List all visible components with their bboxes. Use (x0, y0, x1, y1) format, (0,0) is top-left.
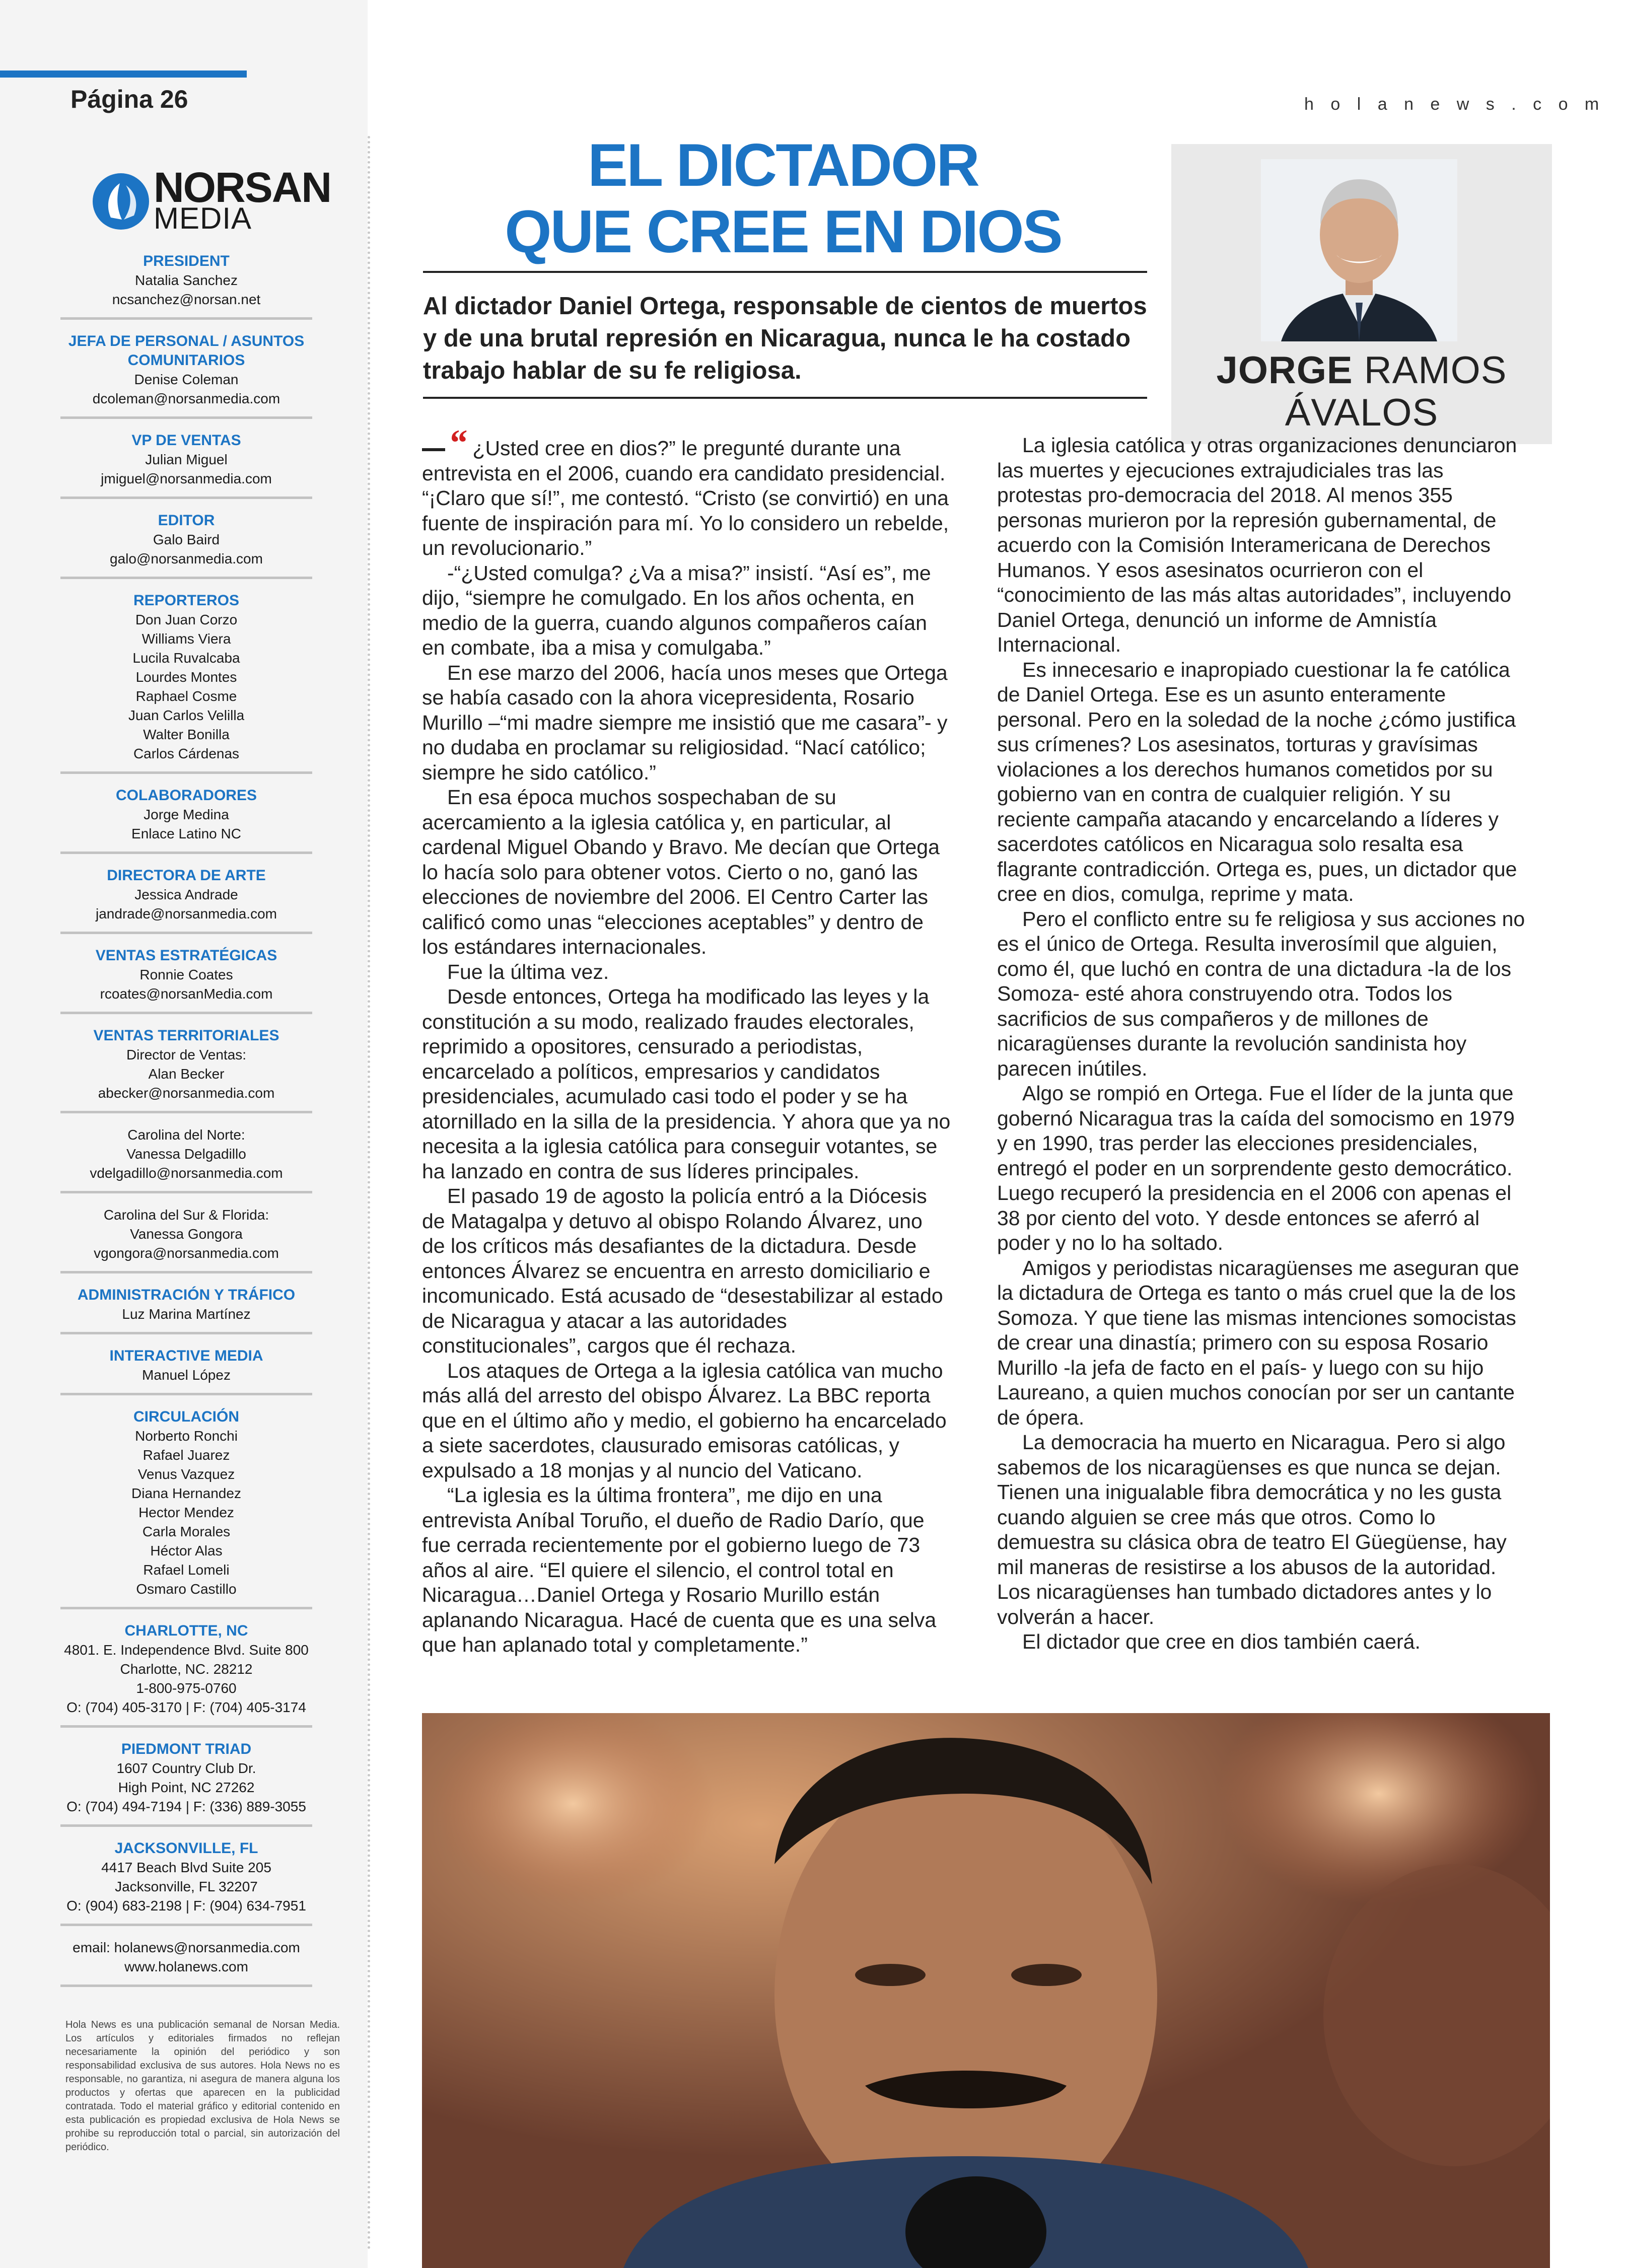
masthead-section (60, 946, 312, 1014)
article-paragraph-text: Los ataques de Ortega a la iglesia católica van mucho más allá del arresto del obispo Álvarez. La BBC reporta que en el último año y medio, el gobierno ha encarcelado a siete sacerdotes, clausurado emisoras católicas, y expulsado a 18 monjas y al nuncio del Vaticano. (422, 1359, 947, 1482)
masthead-line: Natalia Sanchez (135, 272, 238, 288)
headline-rule-top (423, 271, 1147, 273)
masthead-line[interactable]: vdelgadillo@norsanmedia.com (90, 1165, 283, 1181)
masthead-section (60, 252, 312, 320)
article-paragraph (422, 1359, 951, 1483)
masthead-line: Enlace Latino NC (131, 826, 241, 841)
masthead-heading: ADMINISTRACIÓN Y TRÁFICO (77, 1287, 296, 1303)
masthead-section (60, 431, 312, 499)
article-paragraph-text: Pero el conflicto entre su fe religiosa y sus acciones no es el único de Ortega. Resulta inverosímil que alguien, como él, que luchó en contra de una dictadura -la de los Somoza- esté ahora construyendo otra. Todos los sacrificios de sus compañeros y de millones de nicaragüenses durante la revolución sandinista hoy parecen inútiles. (997, 907, 1525, 1080)
author-name (1171, 349, 1552, 434)
masthead-line[interactable]: jmiguel@norsanmedia.com (101, 471, 272, 486)
masthead-section (60, 1346, 312, 1395)
masthead-line[interactable]: rcoates@norsanMedia.com (100, 986, 273, 1002)
masthead-line: Héctor Alas (150, 1543, 223, 1558)
masthead-line: Galo Baird (153, 532, 220, 547)
masthead-line: 1-800-975-0760 (136, 1680, 237, 1696)
author-last-name: ÁVALOS (1285, 391, 1439, 434)
masthead-line: Raphael Cosme (135, 688, 237, 704)
article-column-2 (997, 433, 1526, 1655)
headline-rule-bottom (423, 397, 1147, 399)
masthead-line: Don Juan Corzo (135, 612, 238, 627)
author-photo (1261, 159, 1457, 341)
masthead-list (60, 252, 312, 1999)
masthead-line: Carla Morales (142, 1524, 231, 1539)
masthead-line: Alan Becker (148, 1066, 225, 1082)
masthead-line: Carolina del Norte: (127, 1127, 245, 1143)
article-paragraph (997, 1430, 1526, 1629)
logo-text-norsan: NORSAN (154, 164, 331, 211)
article-paragraph (422, 661, 951, 786)
article-paragraph (422, 1184, 951, 1359)
article-paragraph-text: Amigos y periodistas nicaragüenses me aseguran que la dictadura de Ortega es tanto o más cruel que la de los Somoza. Y que tiene las mismas intenciones somocistas de crear una dinastía; primero con su esposa Rosario Murillo -la jefa de facto en el país- y luego con su hijo Laureano, a quien muchos conocían por ser un cantante de ópera. (997, 1256, 1519, 1429)
masthead-line: Jessica Andrade (134, 887, 238, 902)
masthead-line[interactable]: galo@norsanmedia.com (110, 551, 263, 566)
masthead-line: 4417 Beach Blvd Suite 205 (101, 1860, 271, 1875)
masthead-heading: VENTAS ESTRATÉGICAS (95, 947, 277, 964)
masthead-heading: JEFA DE PERSONAL / ASUNTOS COMUNITARIOS (68, 333, 305, 369)
masthead-section (60, 1125, 312, 1193)
masthead-line: Ronnie Coates (139, 967, 233, 982)
masthead-line: Vanessa Delgadillo (126, 1146, 246, 1162)
masthead-section (60, 1206, 312, 1273)
masthead-line: Juan Carlos Velilla (128, 707, 245, 723)
article-paragraph-text: En esa época muchos sospechaban de su acercamiento a la iglesia católica y, en particular, al cardenal Miguel Obando y Bravo. Me decían que Ortega lo hacía solo para obtener votos. Cierto o no, ganó las elecciones de noviembre del 2006. El Centro Carter las calificó como unas “elecciones aceptables” y dentro de los estándares internacionales. (422, 786, 940, 958)
article-paragraph-text: La iglesia católica y otras organizaciones denunciaron las muertes y ejecuciones extrajudiciales tras las protestas pro-democracia del 2018. Al menos 355 personas murieron por la represión gubernamental, de acuerdo con la Comisión Interamericana de Derechos Humanos. Y esos asesinatos ocurrieron con el “conocimiento de las más altas autoridades”, incluyendo Daniel Ortega, denunció un informe de Amnistía Internacional. (997, 434, 1517, 656)
author-middle-name: RAMOS (1353, 349, 1507, 392)
masthead-line: O: (704) 494-7194 | F: (336) 889-3055 (66, 1799, 306, 1814)
article-photo-ortega (422, 1713, 1550, 2268)
masthead-line: Vanessa Gongora (130, 1226, 243, 1242)
masthead-section (60, 591, 312, 774)
article-paragraph (997, 1256, 1526, 1431)
publication-disclaimer: Hola News es una publicación semanal de Norsan Media. Los artículos y editoriales firmados no reflejan necesariamente la opinión del periódico y son responsabilidad exclusiva de sus autores. Hola News no es responsable, no garantiza, ni asegura de manera alguna los productos y ofertas que aparecen en la publicidad contratada. Todo el material gráfico y editorial contenido en esta publicación es propiedad exclusiva de Hola News se prohibe su reproducción total o parcial, sin autorización del periódico. (65, 2019, 340, 2153)
norsan-media-logo (86, 166, 337, 237)
author-box (1171, 144, 1552, 444)
article-paragraph-text: Fue la última vez. (447, 960, 609, 983)
masthead-line: Hector Mendez (138, 1505, 234, 1520)
article-paragraph-text: Desde entonces, Ortega ha modificado las leyes y la constitución a su modo, realizado fraudes electorales, reprimido a opositores, censurado a periodistas, encarcelado a políticos, empresarios y candidatos presidenciales, acumulado casi todo el poder y se ha atornillado en la silla de la presidencia. Y ahora que ya no necesita a la iglesia católica para conseguir votantes, se ha lanzado en contra de sus líderes principales. (422, 985, 951, 1183)
article-paragraph (997, 433, 1526, 658)
article-paragraph (997, 907, 1526, 1082)
article-paragraph (997, 658, 1526, 907)
masthead-line[interactable]: www.holanews.com (124, 1959, 248, 1974)
masthead-line[interactable]: email: holanews@norsanmedia.com (73, 1940, 300, 1955)
masthead-heading: EDITOR (158, 512, 215, 529)
masthead-heading: PRESIDENT (143, 253, 230, 269)
masthead-line: Director de Ventas: (126, 1047, 247, 1062)
masthead-heading: COLABORADORES (115, 787, 257, 804)
headline-line-1: EL DICTADOR (588, 131, 978, 199)
masthead-line: Carolina del Sur & Florida: (103, 1207, 269, 1223)
masthead-line: Venus Vazquez (137, 1466, 235, 1482)
masthead-line: High Point, NC 27262 (118, 1780, 255, 1795)
masthead-line: Lucila Ruvalcaba (132, 650, 240, 666)
masthead-section (60, 1740, 312, 1827)
masthead-line[interactable]: dcoleman@norsanmedia.com (92, 391, 280, 406)
masthead-heading: PIEDMONT TRIAD (121, 1741, 252, 1757)
article-paragraph (422, 422, 951, 561)
masthead-line: Julian Miguel (145, 452, 228, 467)
masthead-line: Osmaro Castillo (136, 1581, 237, 1597)
site-url: h o l a n e w s . c o m (1304, 95, 1605, 114)
masthead-heading: VENTAS TERRITORIALES (93, 1027, 279, 1044)
masthead-section (60, 866, 312, 934)
masthead-line: 1607 Country Club Dr. (116, 1760, 256, 1776)
masthead-line: Carlos Cárdenas (133, 746, 240, 761)
article-paragraph (422, 785, 951, 960)
article-paragraph-text: La democracia ha muerto en Nicaragua. Pero si algo sabemos de los nicaragüenses es que nunca se dejan. Tienen una inigualable fibra democrática y no les gusta cuando alguien se cree más que otros. Como lo demuestra su clásica obra de teatro El Güegüense, hay mil maneras de resistirse a los abusos de la autoridad. Los nicaragüenses han tumbado dictadores antes y lo volverán a hacer. (997, 1431, 1507, 1628)
masthead-section (60, 1621, 312, 1728)
masthead-line: O: (904) 683-2198 | F: (904) 634-7951 (66, 1898, 306, 1913)
masthead-line[interactable]: vgongora@norsanmedia.com (94, 1245, 279, 1261)
masthead-section (60, 1407, 312, 1609)
masthead-heading: JACKSONVILLE, FL (114, 1840, 258, 1857)
masthead-section (60, 1286, 312, 1334)
masthead-section (60, 332, 312, 419)
article-paragraph (422, 561, 951, 661)
masthead-line: Manuel López (142, 1367, 231, 1383)
article-paragraph (997, 1629, 1526, 1655)
masthead-line: Charlotte, NC. 28212 (120, 1661, 253, 1677)
article-headline (423, 132, 1143, 265)
masthead-line[interactable]: abecker@norsanmedia.com (98, 1085, 275, 1101)
masthead-line: 4801. E. Independence Blvd. Suite 800 (64, 1642, 309, 1658)
article-paragraph-text: El pasado 19 de agosto la policía entró a la Diócesis de Matagalpa y detuvo al obispo Rolando Álvarez, uno de los críticos más desafiantes de la dictadura. Desde entonces Álvarez se encuentra en arresto domiciliario e incomunicado. Está acusado de “desestabilizar al estado de Nicaragua y atacar a las autoridades constitucionales”, cargos que él rechaza. (422, 1184, 943, 1357)
masthead-line: Lourdes Montes (135, 669, 237, 685)
article-lead: Al dictador Daniel Ortega, responsable de cientos de muertos y de una brutal represión en Nicaragua, nunca le ha costado trabajo hablar de su fe religiosa. (423, 293, 1147, 384)
masthead-line[interactable]: ncsanchez@norsan.net (112, 292, 261, 307)
masthead-line: Diana Hernandez (131, 1485, 241, 1501)
masthead-section (60, 1839, 312, 1926)
masthead-line: Williams Viera (142, 631, 231, 647)
masthead-section (60, 511, 312, 579)
masthead-line[interactable]: jandrade@norsanmedia.com (96, 906, 277, 922)
page-accent-bar (0, 70, 247, 78)
masthead-line: O: (704) 405-3170 | F: (704) 405-3174 (66, 1699, 306, 1715)
author-first-name: JORGE (1216, 349, 1353, 392)
article-paragraph-text: Es innecesario e inapropiado cuestionar la fe católica de Daniel Ortega. Ese es un asunto enteramente personal. Pero en la soledad de la noche ¿cómo justifica sus crímenes? Los asesinatos, torturas y gravísimas violaciones a los derechos humanos cometidos por su gobierno van en contra de cualquier religión. Y su reciente campaña atacando y encarcelando a líderes y sacerdotes católicos en Nicaragua solo resalta esa flagrante contradicción. Ortega es, pues, un dictador que cree en dios, comulga, reprime y mata. (997, 658, 1517, 905)
masthead-line: Jorge Medina (144, 807, 229, 822)
masthead-line: Norberto Ronchi (135, 1428, 238, 1444)
article-paragraph-text: En ese marzo del 2006, hacía unos meses que Ortega se había casado con la ahora vicepresidenta, Rosario Murillo –“mi madre siempre me insistió que me casara”- y no dudaba en proclamar su religiosidad. “Nací católico; siempre he sido católico.” (422, 661, 948, 784)
masthead-line: Rafael Lomeli (143, 1562, 230, 1578)
article-paragraph (422, 1483, 951, 1658)
article-paragraph-text: ¿Usted cree en dios?” le pregunté durante una entrevista en el 2006, cuando era candidato presidencial. “¡Claro que sí!”, me contestó. “Cristo (se convirtió) en una fuente de inspiración para mí. Yo lo considero un rebelde, un revolucionario.” (422, 437, 949, 559)
headline-line-2: QUE CREE EN DIOS (505, 198, 1062, 265)
masthead-line: Jacksonville, FL 32207 (115, 1879, 258, 1894)
column-divider (368, 136, 370, 2251)
article-paragraph (422, 984, 951, 1184)
logo-text-media: MEDIA (154, 201, 252, 235)
masthead-section (60, 1938, 312, 1987)
article-paragraph-text: El dictador que cree en dios también caerá. (1022, 1630, 1421, 1653)
masthead-line: Walter Bonilla (143, 727, 230, 742)
article-paragraph-text: “La iglesia es la última frontera”, me dijo en una entrevista Aníbal Toruño, el dueño de Radio Darío, que fue cerrada recientemente por el gobierno luego de 73 años al aire. “El quiere el silencio, el control total en Nicaragua…Daniel Ortega y Rosario Murillo están aplanando Nicaragua. Hacé de cuenta que es una selva que han aplanado total y completamente.” (422, 1483, 937, 1656)
masthead-heading: CHARLOTTE, NC (124, 1622, 248, 1639)
article-paragraph (422, 960, 951, 985)
article-paragraph-text: -“¿Usted comulga? ¿Va a misa?” insistí. “Así es”, me dijo, “siempre he comulgado. En los años ochenta, en medio de la guerra, cuando algunos compañeros caían en combate, iba a misa y comulgaba.” (422, 561, 931, 659)
masthead-heading: INTERACTIVE MEDIA (109, 1348, 263, 1364)
masthead-heading: DIRECTORA DE ARTE (107, 867, 266, 884)
masthead-line: Rafael Juarez (143, 1447, 230, 1463)
masthead-line: Luz Marina Martínez (122, 1306, 251, 1322)
masthead-heading: REPORTEROS (133, 592, 240, 609)
masthead-heading: VP DE VENTAS (131, 432, 241, 449)
article-paragraph (997, 1081, 1526, 1256)
article-paragraph-text: Algo se rompió en Ortega. Fue el líder de la junta que gobernó Nicaragua tras la caída del somocismo en 1979 y en 1990, tras perder las elecciones presidenciales, entregó el poder en un sorprendente gesto democrático. Luego recuperó la presidencia en el 2006 con apenas el 38 por ciento del voto. Y desde entonces se aferró al poder y no lo ha soltado. (997, 1082, 1515, 1254)
page-number: Página 26 (70, 85, 188, 113)
masthead-section (60, 1026, 312, 1113)
masthead-heading: CIRCULACIÓN (133, 1408, 239, 1425)
open-quote-mark: “ (448, 422, 467, 464)
quote-dash-mark (422, 448, 445, 451)
masthead-line: Denise Coleman (134, 372, 239, 387)
norsan-logo-icon (91, 171, 151, 232)
masthead-section (60, 786, 312, 854)
article-column-1 (422, 422, 951, 1658)
